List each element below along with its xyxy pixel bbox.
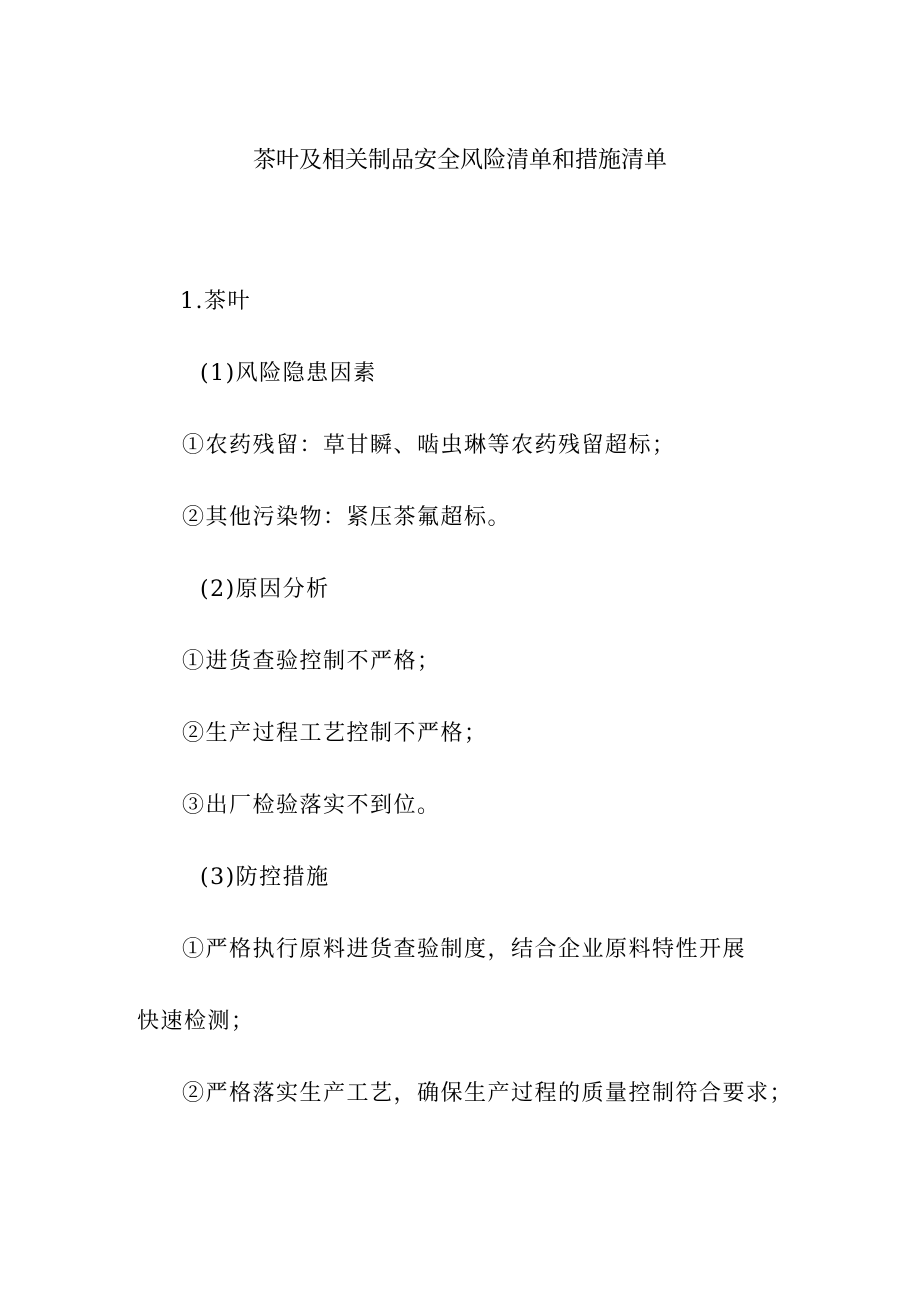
measure-item-raw-material: ①严格执行原料进货查验制度，结合企业原料特性开展 [182,937,747,962]
risk-item-pesticide: ①农药残留：草甘瞬、啮虫琳等农药残留超标； [182,433,676,458]
cause-item-inspection: ①进货查验控制不严格； [182,649,441,674]
measure-item-production: ②严格落实生产工艺，确保生产过程的质量控制符合要求； [182,1081,794,1106]
cause-item-process-control: ②生产过程工艺控制不严格； [182,721,488,746]
subheading-cause-analysis: (2)原因分析 [200,577,330,602]
subheading-risk-factors: (1)风险隐患因素 [200,361,377,386]
measure-item-raw-material-cont: 快速检测； [137,1009,255,1034]
subheading-prevention: (3)防控措施 [200,865,330,890]
risk-item-other-contaminants: ②其他污染物：紧压茶氟超标。 [182,505,512,530]
section-heading-tea: 1.茶叶 [180,289,251,314]
cause-item-factory-inspection: ③出厂检验落实不到位。 [182,793,441,818]
document-title: 茶叶及相关制品安全风险清单和措施清单 [253,147,667,173]
